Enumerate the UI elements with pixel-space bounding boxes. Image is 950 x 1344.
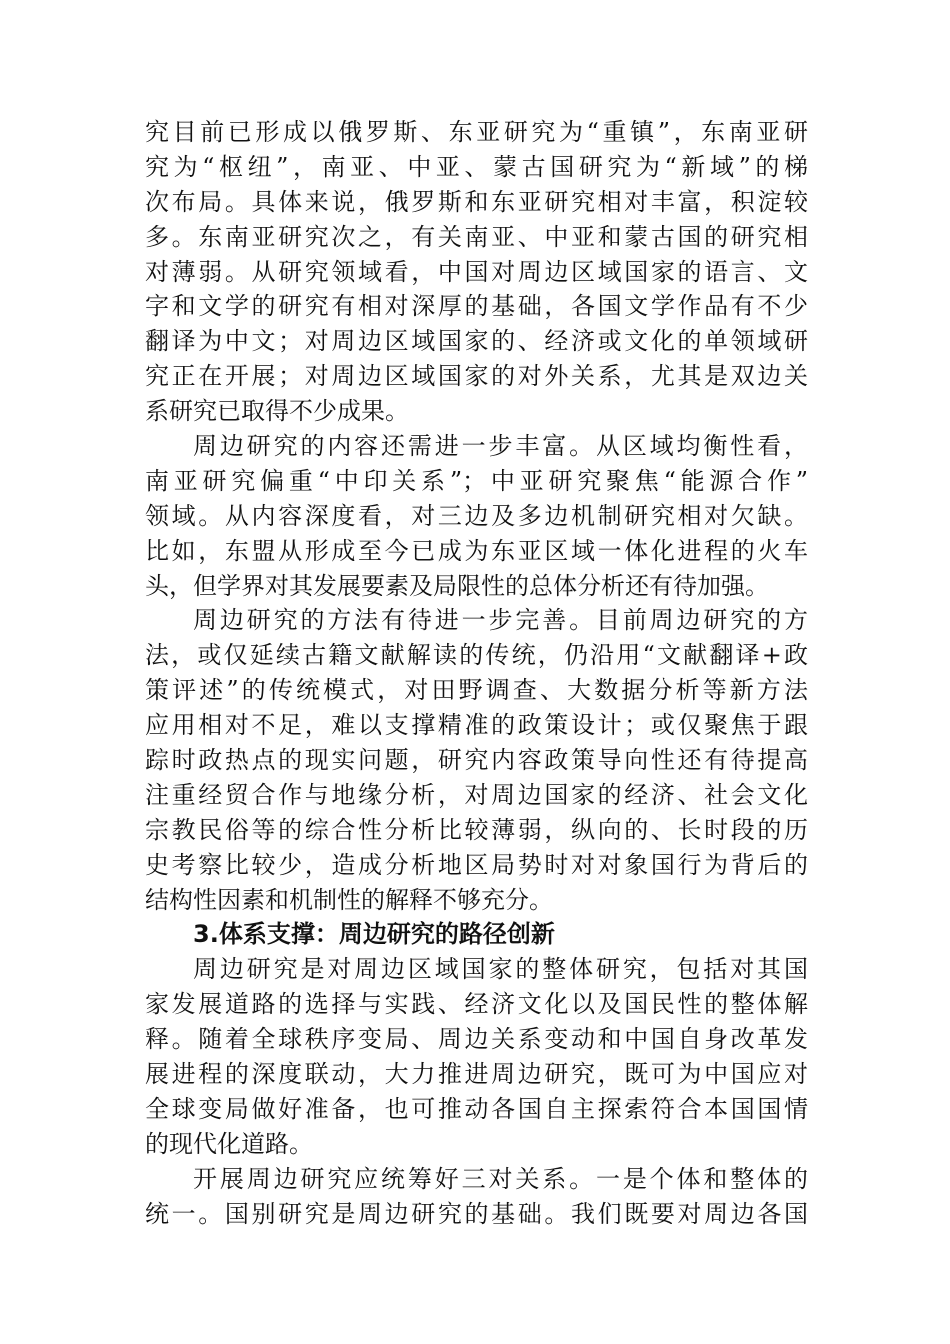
paragraph-content-enrichment xyxy=(145,429,808,603)
text-line: 系研究已取得不少成果。 xyxy=(145,397,409,426)
text-line: 家发展道路的选择与实践、经济文化以及国民性的整体解 xyxy=(145,990,808,1019)
text-line: 法，或仅延续古籍文献解读的传统，仍沿用“文献翻译+政 xyxy=(145,641,808,670)
text-line: 字和文学的研究有相对深厚的基础，各国文学作品有不少 xyxy=(145,292,808,321)
text-line: 次布局。具体来说，俄罗斯和东亚研究相对丰富，积淀较 xyxy=(145,187,808,216)
document-page xyxy=(145,115,808,1232)
text-line: 史考察比较少，造成分析地区局势时对对象国行为背后的 xyxy=(145,850,808,879)
paragraph-research-layout xyxy=(145,115,808,429)
text-line: 头，但学界对其发展要素及局限性的总体分析还有待加强。 xyxy=(145,571,769,600)
text-line: 究为“枢纽”，南亚、中亚、蒙古国研究为“新域”的梯 xyxy=(145,152,808,181)
text-line: 全球变局做好准备，也可推动各国自主探索符合本国国情 xyxy=(145,1094,808,1123)
text-line: 结构性因素和机制性的解释不够充分。 xyxy=(145,885,553,914)
paragraph-holistic-research xyxy=(145,952,808,1161)
text-line: 比如，东盟从形成至今已成为东亚区域一体化进程的火车 xyxy=(145,536,808,565)
text-line: 领域。从内容深度看，对三边及多边机制研究相对欠缺。 xyxy=(145,501,808,530)
text-line: 翻译为中文；对周边区域国家的、经济或文化的单领域研 xyxy=(145,327,808,356)
text-line: 究正在开展；对周边区域国家的对外关系，尤其是双边关 xyxy=(145,362,808,391)
text-line: 南亚研究偏重“中印关系”；中亚研究聚焦“能源合作” xyxy=(145,466,808,495)
text-line: 究目前已形成以俄罗斯、东亚研究为“重镇”，东南亚研 xyxy=(145,118,808,146)
text-line: 宗教民俗等的综合性分析比较薄弱，纵向的、长时段的历 xyxy=(145,815,808,844)
text-line: 展进程的深度联动，大力推进周边研究，既可为中国应对 xyxy=(145,1060,808,1089)
text-line: 周边研究是对周边区域国家的整体研究，包括对其国 xyxy=(193,955,808,984)
text-line: 策评述”的传统模式，对田野调查、大数据分析等新方法 xyxy=(145,676,808,705)
text-line: 多。东南亚研究次之，有关南亚、中亚和蒙古国的研究相 xyxy=(145,222,808,251)
text-line: 的现代化道路。 xyxy=(145,1129,313,1158)
text-line: 对薄弱。从研究领域看，中国对周边区域国家的语言、文 xyxy=(145,257,808,286)
text-line: 统一。国别研究是周边研究的基础。我们既要对周边各国 xyxy=(145,1199,808,1228)
text-line: 开展周边研究应统筹好三对关系。一是个体和整体的 xyxy=(193,1164,808,1193)
text-line: 周边研究的内容还需进一步丰富。从区域均衡性看， xyxy=(193,432,808,461)
text-line: 注重经贸合作与地缘分析，对周边国家的经济、社会文化 xyxy=(145,780,808,809)
text-line: 周边研究的方法有待进一步完善。目前周边研究的方 xyxy=(193,606,808,635)
paragraph-method-improvement xyxy=(145,603,808,917)
section-heading: 3.体系支撑：周边研究的路径创新 xyxy=(193,920,555,949)
text-line: 释。随着全球秩序变局、周边关系变动和中国自身改革发 xyxy=(145,1025,808,1054)
text-line: 应用相对不足，难以支撑精准的政策设计；或仅聚焦于跟 xyxy=(145,711,808,740)
paragraph-three-relations xyxy=(145,1162,808,1232)
text-line: 踪时政热点的现实问题，研究内容政策导向性还有待提高 xyxy=(145,746,808,775)
